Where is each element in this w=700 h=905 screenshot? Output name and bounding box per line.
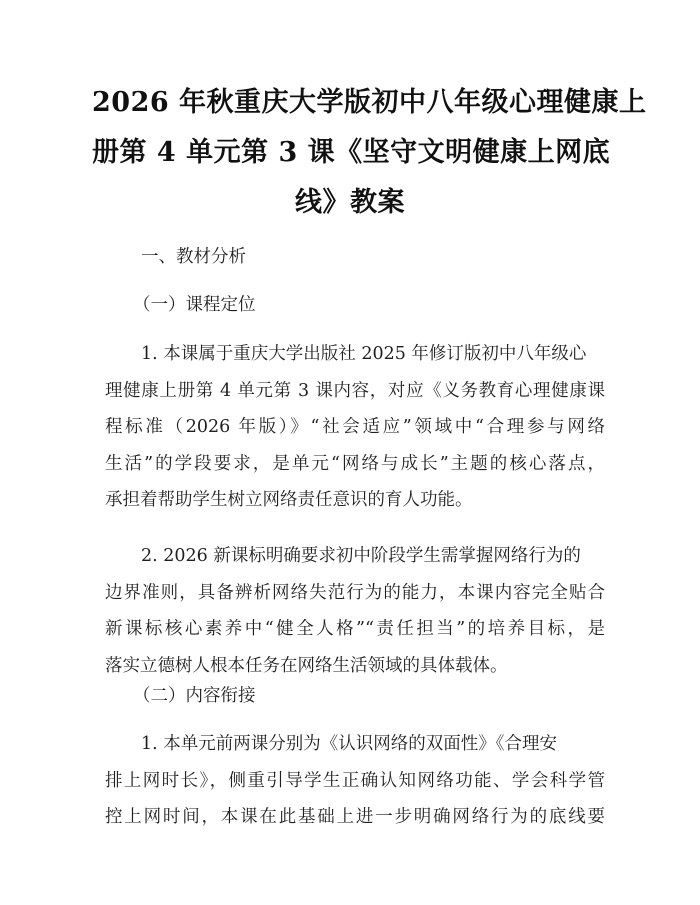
title-line: 2026 年秋重庆大学版初中八年级心理健康上 [92,87,647,118]
paragraph-content-connection-1 [105,726,605,836]
title-line: 线》教案 [295,187,405,218]
paragraph-course-positioning-1 [105,336,605,519]
subsection-heading-content-connection [105,678,605,715]
paragraph-line: 排上网时长》，侧重引导学生正确认知网络功能、学会科学管 [105,770,605,791]
title-line: 册第 4 单元第 3 课《坚守文明健康上网底 [92,137,611,168]
paragraph-line: 控上网时间，本课在此基础上进一步明确网络行为的底线要 [105,807,605,828]
paragraph-line: 新课标核心素养中“健全人格”“责任担当”的培养目标，是 [105,619,605,640]
paragraph-line: 1. 本单元前两课分别为《认识网络的双面性》《合理安 [141,734,558,754]
document-title [92,78,647,228]
paragraph-line: 承担着帮助学生树立网络责任意识的育人功能。 [105,490,473,511]
paragraph-line: 2. 2026 新课标明确要求初中阶段学生需掌握网络行为的 [141,546,581,566]
section-heading-text: 一、教材分析 [141,247,246,267]
paragraph-line: 落实立德树人根本任务在网络生活领域的具体载体。 [105,655,508,676]
subsection-heading-text: （一）课程定位 [133,295,256,315]
subsection-heading-course-positioning [105,287,605,324]
section-heading-textbook-analysis [105,239,605,276]
paragraph-line: 生活”的学段要求，是单元“网络与成长”主题的核心落点， [105,453,605,474]
paragraph-line: 程标准（2026 年版）》“社会适应”领域中“合理参与网络 [105,417,605,438]
paragraph-line: 1. 本课属于重庆大学出版社 2025 年修订版初中八年级心 [141,344,587,364]
paragraph-course-positioning-2 [105,538,605,684]
subsection-heading-text: （二）内容衔接 [133,686,256,706]
paragraph-line: 边界准则，具备辨析网络失范行为的能力，本课内容完全贴合 [105,582,605,603]
paragraph-line: 理健康上册第 4 单元第 3 课内容，对应《义务教育心理健康课 [105,380,605,401]
